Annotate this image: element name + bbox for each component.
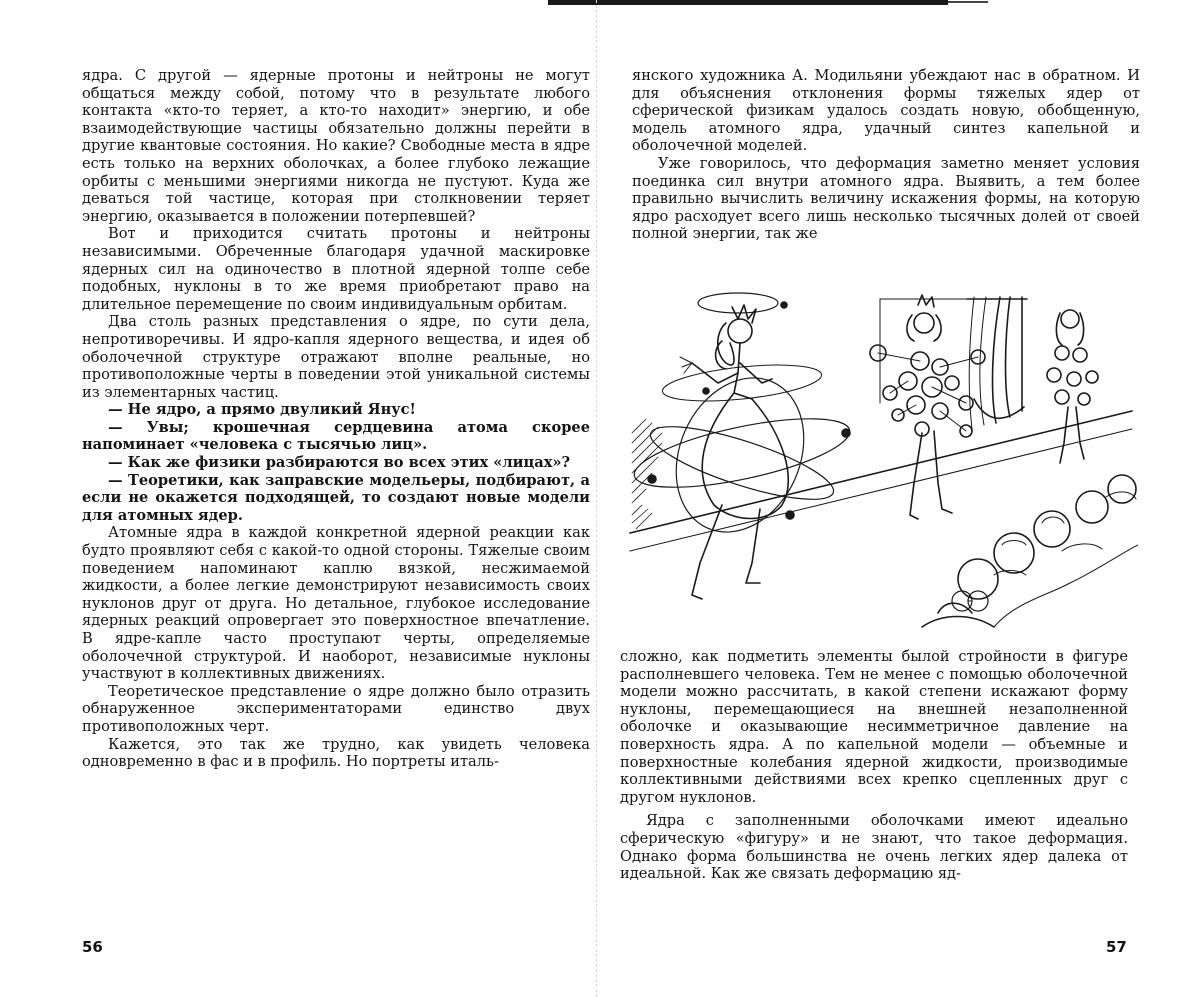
page-number-left: 56 [82, 938, 103, 956]
audience-icon [922, 475, 1138, 627]
page-number-right: 57 [1106, 938, 1127, 956]
dialogue-line: — Теоретики, как заправские модельеры, подбирают, а если не окажется подходящей, то создают новые модели для атомных ядер. [82, 471, 590, 524]
paragraph: Теоретическое представление о ядре должно было отразить обнаруженное экспериментаторами единство двух противоположных черт. [82, 682, 590, 735]
paragraph: Уже говорилось, что деформация заметно меняет условия поединка сил внутри атомного ядра. Выявить, а тем более правильно вычислить величину искажения формы, на которую ядро расходует всего лишь несколько тысячных долей от своей полной энергии, так же [632, 154, 1140, 243]
paragraph: Ядра с заполненными оболочками имеют идеально сферическую «фигуру» и не знают, что такое деформация. Однако форма большинства не очень легких ядер далека от идеальной. Как же связать деформацию яд- [620, 812, 1128, 883]
model-figure-right [1047, 310, 1098, 463]
paragraph: сложно, как подметить элементы былой стройности в фигуре располневшего человека. Тем не менее с помощью оболочечной модели можно рассчитать, в какой степени искажают форму нуклоны, перемещающиеся на внешней незаполненной оболочке и оказывающие несимметричное давление на поверхность ядра. А по капельной модели — объемные и поверхностные колебания ядерной жидкости, производимые коллективными действиями всех крепко сцепленных друг с другом нуклонов. [620, 648, 1128, 806]
dialogue-line: — Как же физики разбираются во всех этих «лицах»? [108, 454, 571, 472]
right-page-text-top [632, 67, 1140, 243]
left-page-text [82, 67, 590, 771]
paragraph: Кажется, это так же трудно, как увидеть человека одновременно в фас и в профиль. Но портреты италь- [82, 735, 590, 771]
scan-edge-band [548, 0, 948, 5]
right-page-text-bottom [620, 648, 1128, 883]
dialogue-line: — Не ядро, а прямо двуликий Янус! [108, 401, 416, 419]
paragraph: Два столь разных представления о ядре, по сути дела, непротиворечивы. И ядро-капля ядерного вещества, и идея об оболочечной структуре отражают вполне реальные, но противоположные черты в поведении этой уникальной системы из элементарных частиц. [82, 313, 590, 401]
dialogue-line: — Увы; крошечная сердцевина атома скорее напоминает «человека с тысячью лиц». [82, 418, 590, 454]
paragraph: Атомные ядра в каждой конкретной ядерной реакции как будто проявляют себя с какой-то одной стороны. Тяжелые своим поведением напоминают каплю вязкой, несжимаемой жидкости, а более легкие демонстрируют независимость своих нуклонов друг от друга. Но детальное, глубокое исследование ядерных реакций опровергает это поверхностное впечатление. В ядре-капле часто проступают черты, определяемые оболочечной структурой. И наоборот, независимые нуклоны участвуют в коллективных движениях. [82, 524, 590, 683]
paragraph: янского художника А. Модильяни убеждают нас в обратном. И для объяснения отклонения формы тяжелых ядер от сферической физикам удалось создать новую, обобщенную, модель атомного ядра, удачный синтез капельной и оболочечной моделей. [632, 67, 1140, 155]
model-figure-center [870, 295, 985, 519]
model-figure-left [629, 293, 855, 599]
book-gutter [596, 0, 597, 997]
paragraph: ядра. С другой — ядерные протоны и нейтроны не могут общаться между собой, потому что в результате любого контакта «кто-то теряет, а кто-то находит» энергию, и обе взаимодействующие частицы обязательно должны перейти в другие квантовые состояния. Но какие? Свободные места в ядре есть только на верхних оболочках, а более глубоко лежащие орбиты с меньшими энергиями никогда не пустуют. Куда же деваться той частице, которая при столкновении теряет энергию, оказывается в положении потерпевшей? [82, 67, 590, 225]
fashion-show-illustration-icon [622, 283, 1138, 629]
scan-edge-band-thin [948, 1, 988, 3]
paragraph: Вот и приходится считать протоны и нейтроны независимыми. Обреченные благодаря удачной маскировке ядерных сил на одиночество в плотной ядерной толпе себе подобных, нуклоны в то же время приобретают право на длительное перемещение по своим индивидуальным орбитам. [82, 225, 590, 313]
